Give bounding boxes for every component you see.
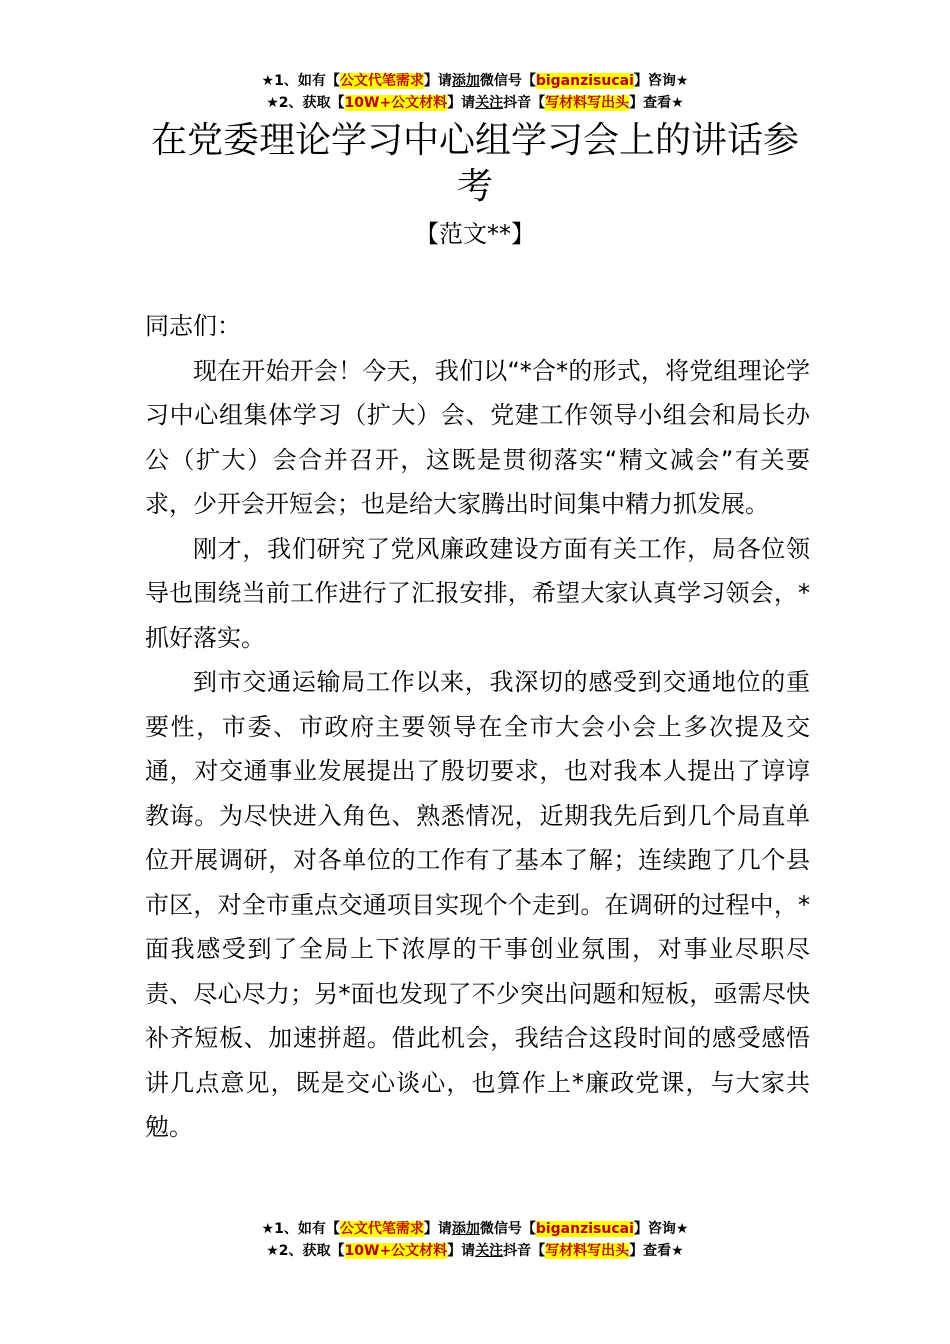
promo-line-1: [0, 1218, 950, 1240]
promo-text: 】咨询★: [633, 1221, 689, 1237]
promo-text: ★2、获取【: [266, 95, 345, 111]
promo-text: 】请: [423, 73, 452, 89]
promo-underline: 关注: [475, 1243, 504, 1259]
promo-text: 抖音【: [503, 95, 546, 111]
promo-highlight: biganzisucai: [535, 1221, 634, 1237]
promo-text: 】咨询★: [633, 73, 689, 89]
promo-highlight: 写材料写出头: [545, 1243, 630, 1259]
promo-text: 】请: [423, 1221, 452, 1237]
promo-banner-top: [0, 70, 950, 114]
paragraph: 刚才，我们研究了党风廉政建设方面有关工作，局各位领导也围绕当前工作进行了汇报安排，希望大家认真学习领会，*抓好落实。: [145, 534, 810, 652]
promo-highlight: 10W+公文材料: [344, 95, 448, 111]
promo-highlight: 10W+公文材料: [344, 1243, 448, 1259]
salutation: 同志们：: [145, 312, 241, 340]
promo-line-2: [0, 92, 950, 114]
promo-highlight: biganzisucai: [535, 73, 634, 89]
paragraph: 到市交通运输局工作以来，我深切的感受到交通地位的重要性，市委、市政府主要领导在全市大会小会上多次提及交通，对交通事业发展提出了殷切要求，也对我本人提出了谆谆教诲。为尽快进入角色、熟悉情况，近期我先后到几个局直单位开展调研，对各单位的工作有了基本了解；连续跑了几个县市区，对全市重点交通项目实现个个走到。在调研的过程中，*面我感受到了全局上下浓厚的干事创业氛围，对事业尽职尽责、尽心尽力；另*面也发现了不少突出问题和短板，亟需尽快补齐短板、加速拼超。借此机会，我结合这段时间的感受感悟讲几点意见，既是交心谈心，也算作上*廉政党课，与大家共勉。: [145, 668, 810, 1141]
promo-highlight: 写材料写出头: [545, 95, 630, 111]
promo-underline: 添加: [451, 1221, 480, 1237]
promo-banner-bottom: [0, 1218, 950, 1262]
promo-text: ★1、如有【: [261, 73, 340, 89]
promo-text: 】查看★: [629, 95, 684, 111]
promo-text: 】请: [447, 95, 476, 111]
promo-text: 抖音【: [503, 1243, 546, 1259]
promo-text: 】查看★: [629, 1243, 684, 1259]
promo-text: 微信号【: [479, 73, 536, 89]
promo-text: ★2、获取【: [266, 1243, 345, 1259]
promo-highlight: 公文代笔需求: [339, 1221, 424, 1237]
paragraph: 现在开始开会！今天，我们以“*合*的形式，将党组理论学习中心组集体学习（扩大）会、党建工作领导小组会和局长办公（扩大）会合并召开，这既是贯彻落实“精文减会”有关要求，少开会开短会；也是给大家腾出时间集中精力抓发展。: [145, 356, 810, 518]
promo-text: ★1、如有【: [261, 1221, 340, 1237]
promo-underline: 添加: [451, 73, 480, 89]
promo-text: 】请: [447, 1243, 476, 1259]
document-body: [145, 304, 810, 1150]
promo-highlight: 公文代笔需求: [339, 73, 424, 89]
promo-line-1: [0, 70, 950, 92]
promo-underline: 关注: [475, 95, 504, 111]
document-subtitle: 【范文**】: [415, 220, 535, 248]
document-title: 在党委理论学习中心组学习会上的讲话参考: [150, 120, 799, 207]
promo-line-2: [0, 1240, 950, 1262]
promo-text: 微信号【: [479, 1221, 536, 1237]
